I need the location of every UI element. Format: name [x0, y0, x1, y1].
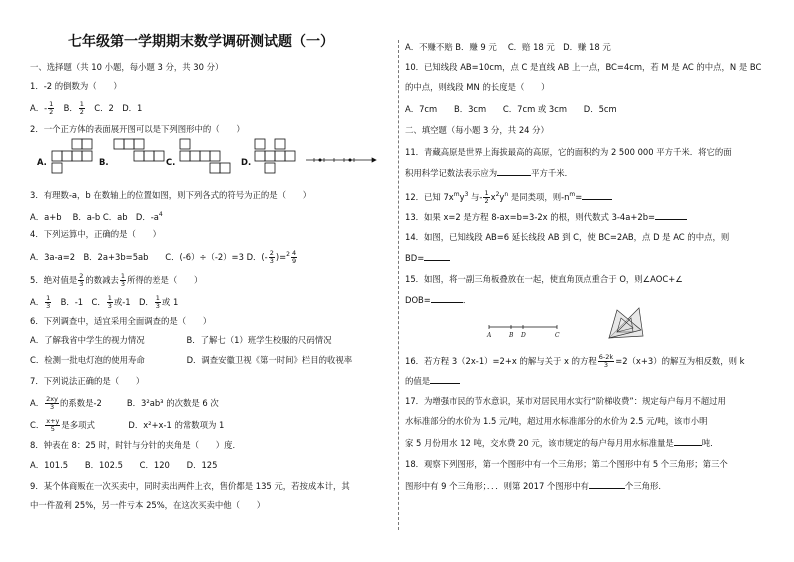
question-17-line-1: 17．为增强市民的节水意识，某市对居民用水实行“阶梯收费”：规定每户每月不超过用 — [405, 396, 726, 406]
question-10-line-1: 10．已知线段 AB=10cm，点 C 是直线 AB 上一点，BC=4cm，若 M 是 AC 的中点，N 是 BC — [405, 62, 762, 72]
q2-net-c-figure — [180, 138, 244, 178]
q2-label-d: D. — [241, 157, 252, 167]
question-5-stem: 5．绝对值是 $\frac{2}{3}$ 的数减去 $\frac{1}{3}$ 所得的差是（ ） — [30, 272, 203, 288]
q14-label-b: B — [509, 332, 514, 339]
question-6-stem: 6．下列调查中，适宜采用全面调查的是（ ） — [30, 316, 212, 326]
q2-label-c: C. — [166, 157, 176, 167]
question-13: 13．如果 x=2 是方程 8-ax=b=3-2x 的根，则代数式 3-4a+2b= — [405, 211, 687, 223]
question-8-options: A．101.5 B．102.5 C．120 D．125 — [30, 460, 218, 470]
q14-label-d: D — [521, 332, 526, 339]
question-5-options: A． $\frac{1}{3}$ B．-1 C． $\frac{1}{3}$ 或-1 D． $\frac{1}{3}$ 或 1 — [30, 294, 179, 310]
question-3-options: A．a+b B．a-b C．ab D．$-a^4$ — [30, 211, 163, 222]
question-1-options — [30, 101, 142, 116]
q1-option-a-fraction: $\frac{1}{2}$ — [49, 100, 54, 116]
question-9-options: A．不赚不赔 B．赚 9 元 C．赔 18 元 D．赚 18 元 — [405, 42, 611, 52]
q2-net-d-figure — [255, 138, 299, 178]
question-18-line-2: 图形中有 9 个三角形；．．．则第 2017 个图形中有 个三角形． — [405, 481, 667, 491]
question-4-stem: 4．下列运算中，正确的是（ ） — [30, 229, 161, 239]
question-17-line-3: 家 5 月份用水 12 吨，交水费 20 元，该市规定的每户每月用水标准量是 吨． — [405, 438, 719, 448]
q15-triangles-figure — [603, 306, 647, 344]
q2-label-a: A. — [37, 157, 47, 167]
question-10-options: A．7cm B．3cm C．7cm 或 3cm D．5cm — [405, 104, 617, 114]
q5-fraction-second: $\frac{1}{3}$ — [120, 272, 125, 288]
question-17-line-2: 水标准部分的水价为 1.5 元/吨，超过用水标准部分的水价为 2.5 元/吨，该市小明 — [405, 416, 708, 426]
question-7-options-ab: A． $\frac{2xy}{3}$ 的系数是-2 B．3²ab³ 的次数是 6 次 — [30, 395, 219, 411]
question-3-stem: 3．有理数-a，b 在数轴上的位置如图，则下列各式的符号为正的是（ ） — [30, 190, 312, 200]
question-12: 12．已知 $7x^my^3$ 与- $\frac{1}{2}$ $x^2y^n$ 是同类项，则$-n^m=$ — [405, 189, 612, 205]
q14-label-c: C — [555, 332, 560, 339]
question-2-stem: 2．一个正方体的表面展开图可以是下列图形中的（ ） — [30, 124, 245, 134]
question-6-options-cd: C．检测一批电灯泡的使用寿命 D．调查安徽卫视《第一时间》栏目的收视率 — [30, 355, 353, 365]
question-8-stem: 8．钟表在 8：25 时，时针与分针的夹角是（ ）度． — [30, 440, 241, 450]
question-1-stem: 1．-2 的倒数为（ ） — [30, 81, 122, 91]
question-11-line-2: 积用科学记数法表示应为 平方千米． — [405, 168, 573, 178]
column-divider — [398, 40, 399, 530]
question-7-options-cd: C． $\frac{x+y}{5}$ 是多项式 D．x²+x-1 的常数项为 1 — [30, 417, 225, 433]
question-9-line-2: 中一件盈利 25%，另一件亏本 25%，在这次买卖中他（ ） — [30, 500, 266, 510]
question-14-line-1: 14．如图，已知线段 AB=6 延长线段 AB 到 C，使 BC=2AB，点 D 是 AC 的中点，则 — [405, 232, 730, 242]
question-15-line-1: 15．如图，将一副三角板叠放在一起，使直角顶点重合于 O，则∠AOC+∠ — [405, 274, 683, 284]
q2-label-b: B. — [99, 157, 109, 167]
q14-segment-figure — [485, 318, 561, 340]
q14-label-a: A — [487, 332, 492, 339]
section-fill-heading: 二、填空题（每小题 3 分，共 24 分） — [405, 125, 549, 135]
question-15-line-2: DOB= ． — [405, 295, 472, 305]
q1-option-cd: C．2 D．1 — [85, 103, 143, 113]
question-9-line-1: 9．某个体商贩在一次买卖中，同时卖出两件上衣，售价都是 135 元，若按成本计，其 — [30, 481, 350, 491]
question-14-line-2: BD= — [405, 252, 450, 264]
q4-option-d-expr: (- $\frac{2}{3}$ )=$^2$ $\frac{4}{9}$ — [261, 248, 297, 265]
q1-option-b: B． — [55, 103, 78, 113]
q3-number-line-figure — [306, 155, 378, 169]
question-6-options-ab: A．了解我省中学生的视力情况 B．了解七（1）班学生校服的尺码情况 — [30, 335, 332, 345]
question-11-line-1: 11．青藏高原是世界上海拔最高的高原，它的面积约为 2 500 000 平方千米．将它的面 — [405, 147, 732, 157]
question-18-line-1: 18．观察下列图形，第一个图形中有一个三角形；第二个图形中有 5 个三角形；第三个 — [405, 459, 728, 469]
question-16-line-2: 的值是 — [405, 375, 460, 387]
question-7-stem: 7．下列说法正确的是（ ） — [30, 376, 145, 386]
paper-title: 七年级第一学期期末数学调研测试题（一） — [68, 34, 334, 50]
q1-option-b-fraction: $\frac{1}{2}$ — [79, 100, 84, 116]
q2-net-b-figure — [114, 138, 166, 178]
section-choice-heading: 一、选择题（共 10 小题，每小题 3 分，共 30 分） — [30, 62, 224, 72]
q1-option-a: A．- — [30, 103, 48, 113]
question-10-line-2: 的中点，则线段 MN 的长度是（ ） — [405, 82, 550, 92]
question-4-options: A．3a-a=2 B．2a+3b=5ab C．(-6）÷（-2）=3 D．(- $\frac{2}{3}$ )=$^2$ $\frac{4}{9}$ — [30, 248, 297, 265]
question-16-line-1: 16．若方程 3（2x-1）=2+x 的解与关于 x 的方程 $\frac{6-2k}{3}$ =2（x+3）的解互为相反数，则 k — [405, 353, 745, 369]
